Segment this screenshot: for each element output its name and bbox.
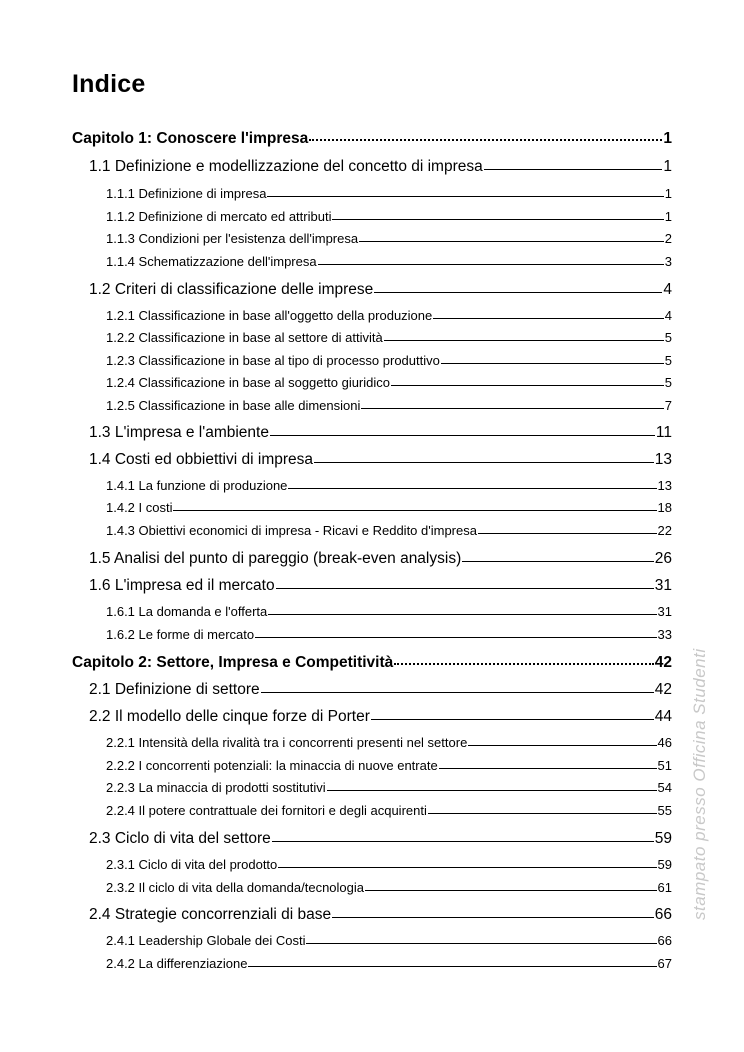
toc-page-number: 22 [657,523,672,538]
toc-leader [270,435,655,436]
toc-entry-title: 1.2.2 Classificazione in base al settore di attività [106,330,383,345]
toc-leader [484,169,663,170]
toc-entry-title: 1.5 Analisi del punto di pareggio (break-even analysis) [89,550,462,567]
toc-entry-sub[interactable] [106,254,672,269]
toc-page-number: 42 [654,654,672,671]
toc-entry-title: 2.2.3 La minaccia di prodotti sostitutivi [106,780,326,795]
toc-page-number: 13 [654,451,672,468]
toc-page-number: 1 [663,130,672,147]
toc-page-number: 42 [654,681,672,698]
toc-entry-title: 1.6.1 La domanda e l'offerta [106,604,268,619]
toc-page-number: 5 [664,353,672,368]
toc-page-number: 66 [657,933,672,948]
toc-leader [309,139,662,141]
toc-page-number: 31 [654,577,672,594]
toc-entry-title: 1.2.4 Classificazione in base al soggetto giuridico [106,375,391,390]
toc-page-number: 54 [657,780,672,795]
toc-entry-title: 1.1.4 Schematizzazione dell'impresa [106,254,317,269]
toc-entry-sub[interactable] [106,186,672,201]
toc-leader [248,966,656,967]
toc-entry-title: 2.2.1 Intensità della rivalità tra i concorrenti presenti nel settore [106,735,468,750]
toc-entry-title: 2.2.4 Il potere contrattuale dei fornitori e degli acquirenti [106,803,427,818]
toc-entry-title: 1.2 Criteri di classificazione delle imprese [89,281,374,298]
toc-leader [327,790,657,791]
toc-entry-title: 1.1.1 Definizione di impresa [106,186,267,201]
toc-leader [332,917,654,918]
toc-page-number: 67 [657,956,672,971]
toc-entry-sub[interactable] [106,803,672,818]
toc-leader [365,890,657,891]
toc-entry-title: 1.1.3 Condizioni per l'esistenza dell'impresa [106,231,359,246]
toc-entry-title: 2.4 Strategie concorrenziali di base [89,906,332,923]
toc-page-number: 4 [664,308,672,323]
toc-leader [441,363,664,364]
toc-entry-sub[interactable] [106,780,672,795]
toc-entry-title: 1.2.1 Classificazione in base all'oggetto della produzione [106,308,433,323]
toc-entry-title: 1.4.3 Obiettivi economici di impresa - Ricavi e Reddito d'impresa [106,523,477,538]
toc-entry-section[interactable] [89,681,672,699]
toc-leader [433,318,664,319]
toc-page-number: 61 [657,880,672,895]
toc-entry-sub[interactable] [106,627,672,642]
toc-leader [268,614,656,615]
toc-entry-title: 1.4 Costi ed obbiettivi di impresa [89,451,314,468]
toc-entry-title: 2.1 Definizione di settore [89,681,260,698]
toc-entry-title: 1.6.2 Le forme di mercato [106,627,255,642]
toc-entry-sub[interactable] [106,933,672,948]
toc-leader [391,385,664,386]
toc-entry-sub[interactable] [106,478,672,493]
toc-entry-title: 1.2.5 Classificazione in base alle dimensioni [106,398,361,413]
toc-page-number: 3 [664,254,672,269]
toc-entry-sub[interactable] [106,375,672,390]
toc-entry-section[interactable] [89,830,672,848]
toc-page-number: 7 [664,398,672,413]
toc-entry-section[interactable] [89,577,672,595]
toc-entry-sub[interactable] [106,330,672,345]
toc-page-number: 55 [657,803,672,818]
toc-entry-title: 2.4.2 La differenziazione [106,956,248,971]
toc-entry-sub[interactable] [106,523,672,538]
toc-entry-sub[interactable] [106,758,672,773]
toc-entry-title: 1.6 L'impresa ed il mercato [89,577,275,594]
toc-entry-title: 1.2.3 Classificazione in base al tipo di processo produttivo [106,353,440,368]
toc-entry-section[interactable] [89,906,672,924]
page-title: Indice [72,70,146,98]
toc-page-number: 44 [654,708,672,725]
toc-leader [428,813,657,814]
toc-entry-title: 2.3.1 Ciclo di vita del prodotto [106,857,278,872]
toc-entry-section[interactable] [89,158,672,176]
toc-entry-sub[interactable] [106,604,672,619]
toc-page-number: 5 [664,330,672,345]
toc-leader [267,196,663,197]
toc-entry-sub[interactable] [106,880,672,895]
toc-page-number: 66 [654,906,672,923]
toc-page-number: 31 [657,604,672,619]
toc-leader [374,292,662,293]
toc-leader [361,408,663,409]
toc-entry-section[interactable] [89,550,672,568]
toc-entry-title: 2.2.2 I concorrenti potenziali: la minaccia di nuove entrate [106,758,438,773]
toc-page-number: 13 [657,478,672,493]
toc-entry-title: 1.4.2 I costi [106,500,173,515]
toc-entry-title: 1.1 Definizione e modellizzazione del concetto di impresa [89,158,483,175]
toc-entry-sub[interactable] [106,353,672,368]
toc-entry-title: 2.3.2 Il ciclo di vita della domanda/tecnologia [106,880,364,895]
toc-leader [462,561,654,562]
toc-page-number: 1 [664,209,672,224]
toc-leader [468,745,656,746]
toc-leader [272,841,654,842]
toc-leader [173,510,656,511]
toc-entry-title: 1.3 L'impresa e l'ambiente [89,424,269,441]
toc-entry-sub[interactable] [106,398,672,413]
toc-leader [255,637,656,638]
toc-leader [439,768,657,769]
toc-entry-section[interactable] [89,708,672,726]
toc-page-number: 2 [664,231,672,246]
toc-page-number: 11 [655,424,672,441]
toc-page-number: 18 [657,500,672,515]
toc-entry-title: 2.2 Il modello delle cinque forze di Porter [89,708,370,725]
toc-entry-title: 2.3 Ciclo di vita del settore [89,830,271,847]
toc-leader [261,692,654,693]
toc-page-number: 26 [654,550,672,567]
toc-leader [276,588,654,589]
toc-page-number: 33 [657,627,672,642]
toc-leader [314,462,654,463]
watermark: stampato presso Officina Studenti [690,648,709,920]
toc-leader [359,241,664,242]
toc-page-number: 5 [664,375,672,390]
toc-leader [332,219,663,220]
toc-leader [384,340,664,341]
toc-page-number: 59 [654,830,672,847]
toc-page-number: 1 [664,186,672,201]
toc-entry-title: 1.4.1 La funzione di produzione [106,478,288,493]
toc-entry-sub[interactable] [106,956,672,971]
toc-leader [278,867,656,868]
toc-entry-section[interactable] [89,451,672,469]
toc-entry-section[interactable] [89,424,672,442]
toc-page-number: 46 [657,735,672,750]
toc-entry-sub[interactable] [106,308,672,323]
toc-leader [371,719,654,720]
toc-page-number: 59 [657,857,672,872]
toc-entry-title: Capitolo 1: Conoscere l'impresa [72,130,309,147]
toc-leader [306,943,656,944]
toc-leader [288,488,656,489]
toc-page-number: 1 [663,158,672,175]
toc-entry-sub[interactable] [106,857,672,872]
toc-page-number: 4 [663,281,672,298]
toc-entry-sub[interactable] [106,231,672,246]
toc-entry-sub[interactable] [106,500,672,515]
toc-entry-title: 2.4.1 Leadership Globale dei Costi [106,933,306,948]
toc-entry-chapter[interactable] [72,130,672,148]
toc-entry-title: Capitolo 2: Settore, Impresa e Competitività [72,654,394,671]
toc-entry-title: 1.1.2 Definizione di mercato ed attributi [106,209,332,224]
toc-leader [478,533,657,534]
toc-entry-chapter[interactable] [72,654,672,672]
toc-page-number: 51 [657,758,672,773]
toc-leader [318,264,664,265]
toc-entry-section[interactable] [89,281,672,299]
toc-leader [394,663,653,665]
toc-entry-sub[interactable] [106,209,672,224]
toc-entry-sub[interactable] [106,735,672,750]
